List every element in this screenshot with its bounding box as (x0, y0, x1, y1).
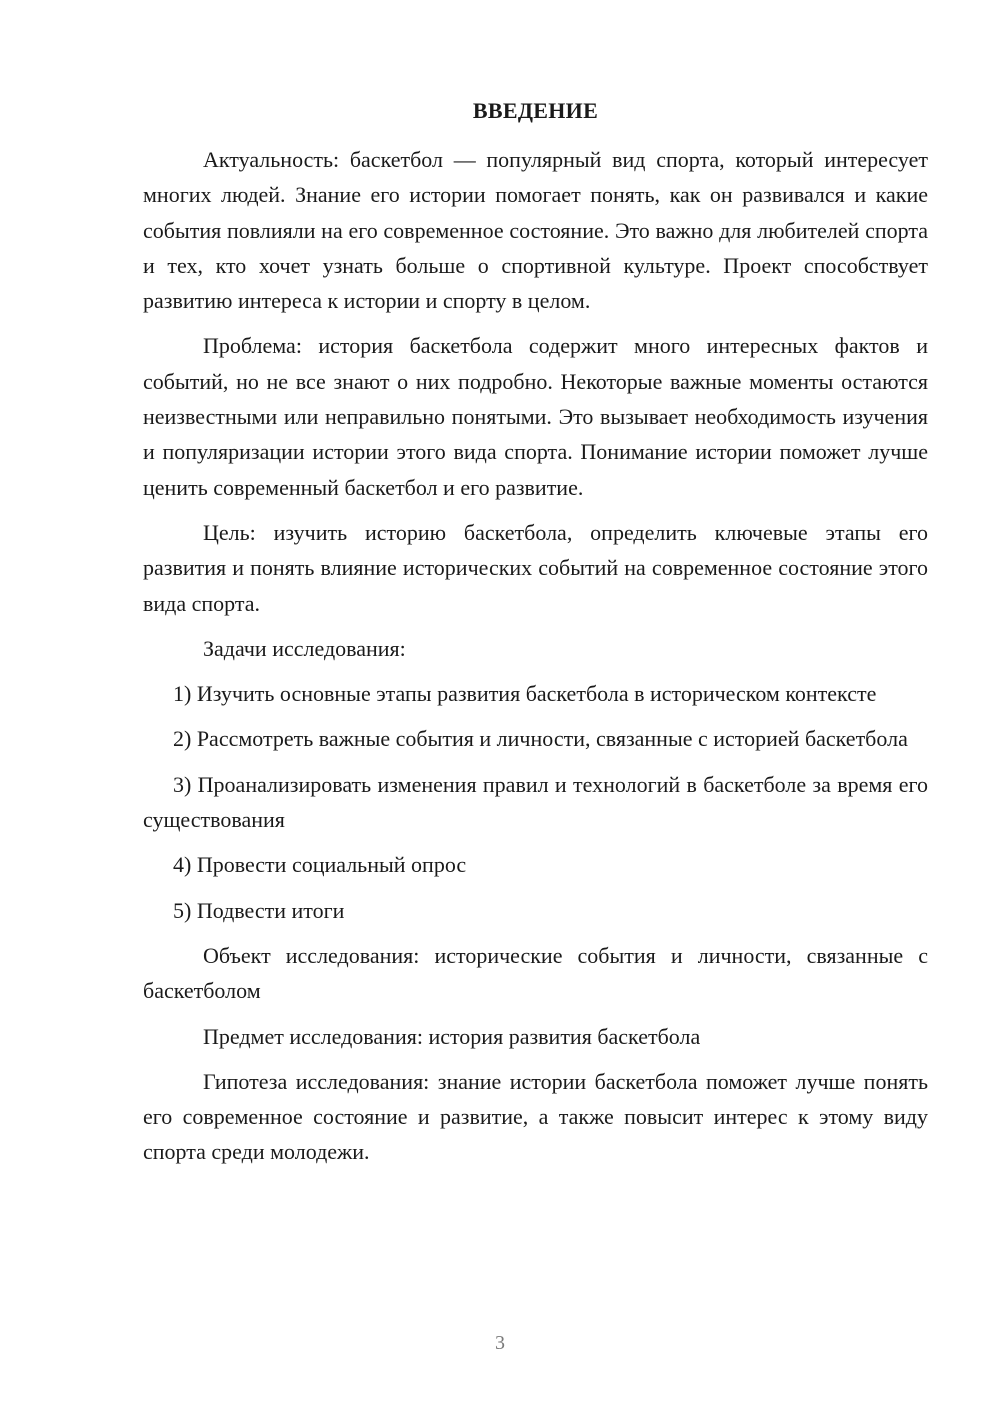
relevance-paragraph: Актуальность: баскетбол — популярный вид спорта, который интересует многих людей. Знание его истории помогает понять, как он развивался и какие события повлияли на его современное состояние. Это важно для любителей спорта и тех, кто хочет узнать больше о спортивной культуре. Проект способствует развитию интереса к истории и спорту в целом. (143, 147, 928, 314)
list-item: 4) Провести социальный опрос (173, 852, 467, 878)
problem-paragraph: Проблема: история баскетбола содержит много интересных фактов и событий, но не все знают о них подробно. Некоторые важные моменты остаются неизвестными или неправильно понятыми. Это вызывает необходимость изучения и популяризации истории этого вида спорта. Понимание истории поможет лучше ценить современный баскетбол и его развитие. (143, 333, 928, 500)
page-number: 3 (495, 1332, 505, 1354)
tasks-list (143, 676, 928, 928)
list-item: 5) Подвести итоги (173, 897, 345, 923)
page-title: ВВЕДЕНИЕ (472, 98, 599, 123)
research-object-paragraph: Объект исследования: исторические события и личности, связанные с баскетболом (143, 942, 928, 1004)
list-item: 1) Изучить основные этапы развития баскетбола в историческом контексте (173, 681, 877, 707)
list-item: 2) Рассмотреть важные события и личности, связанные с историей баскетбола (173, 726, 908, 752)
goal-paragraph: Цель: изучить историю баскетбола, определить ключевые этапы его развития и понять влияние исторических событий на современное состояние этого вида спорта. (143, 519, 928, 616)
hypothesis-paragraph: Гипотеза исследования: знание истории баскетбола поможет лучше понять его современное состояние и развитие, а также повысит интерес к этому виду спорта среди молодежи. (143, 1068, 928, 1165)
page-body (143, 96, 928, 1180)
research-subject-paragraph: Предмет исследования: история развития баскетбола (203, 1023, 701, 1049)
tasks-heading: Задачи исследования: (203, 635, 406, 661)
list-item: 3) Проанализировать изменения правил и технологий в баскетболе за время его существования (143, 771, 928, 833)
